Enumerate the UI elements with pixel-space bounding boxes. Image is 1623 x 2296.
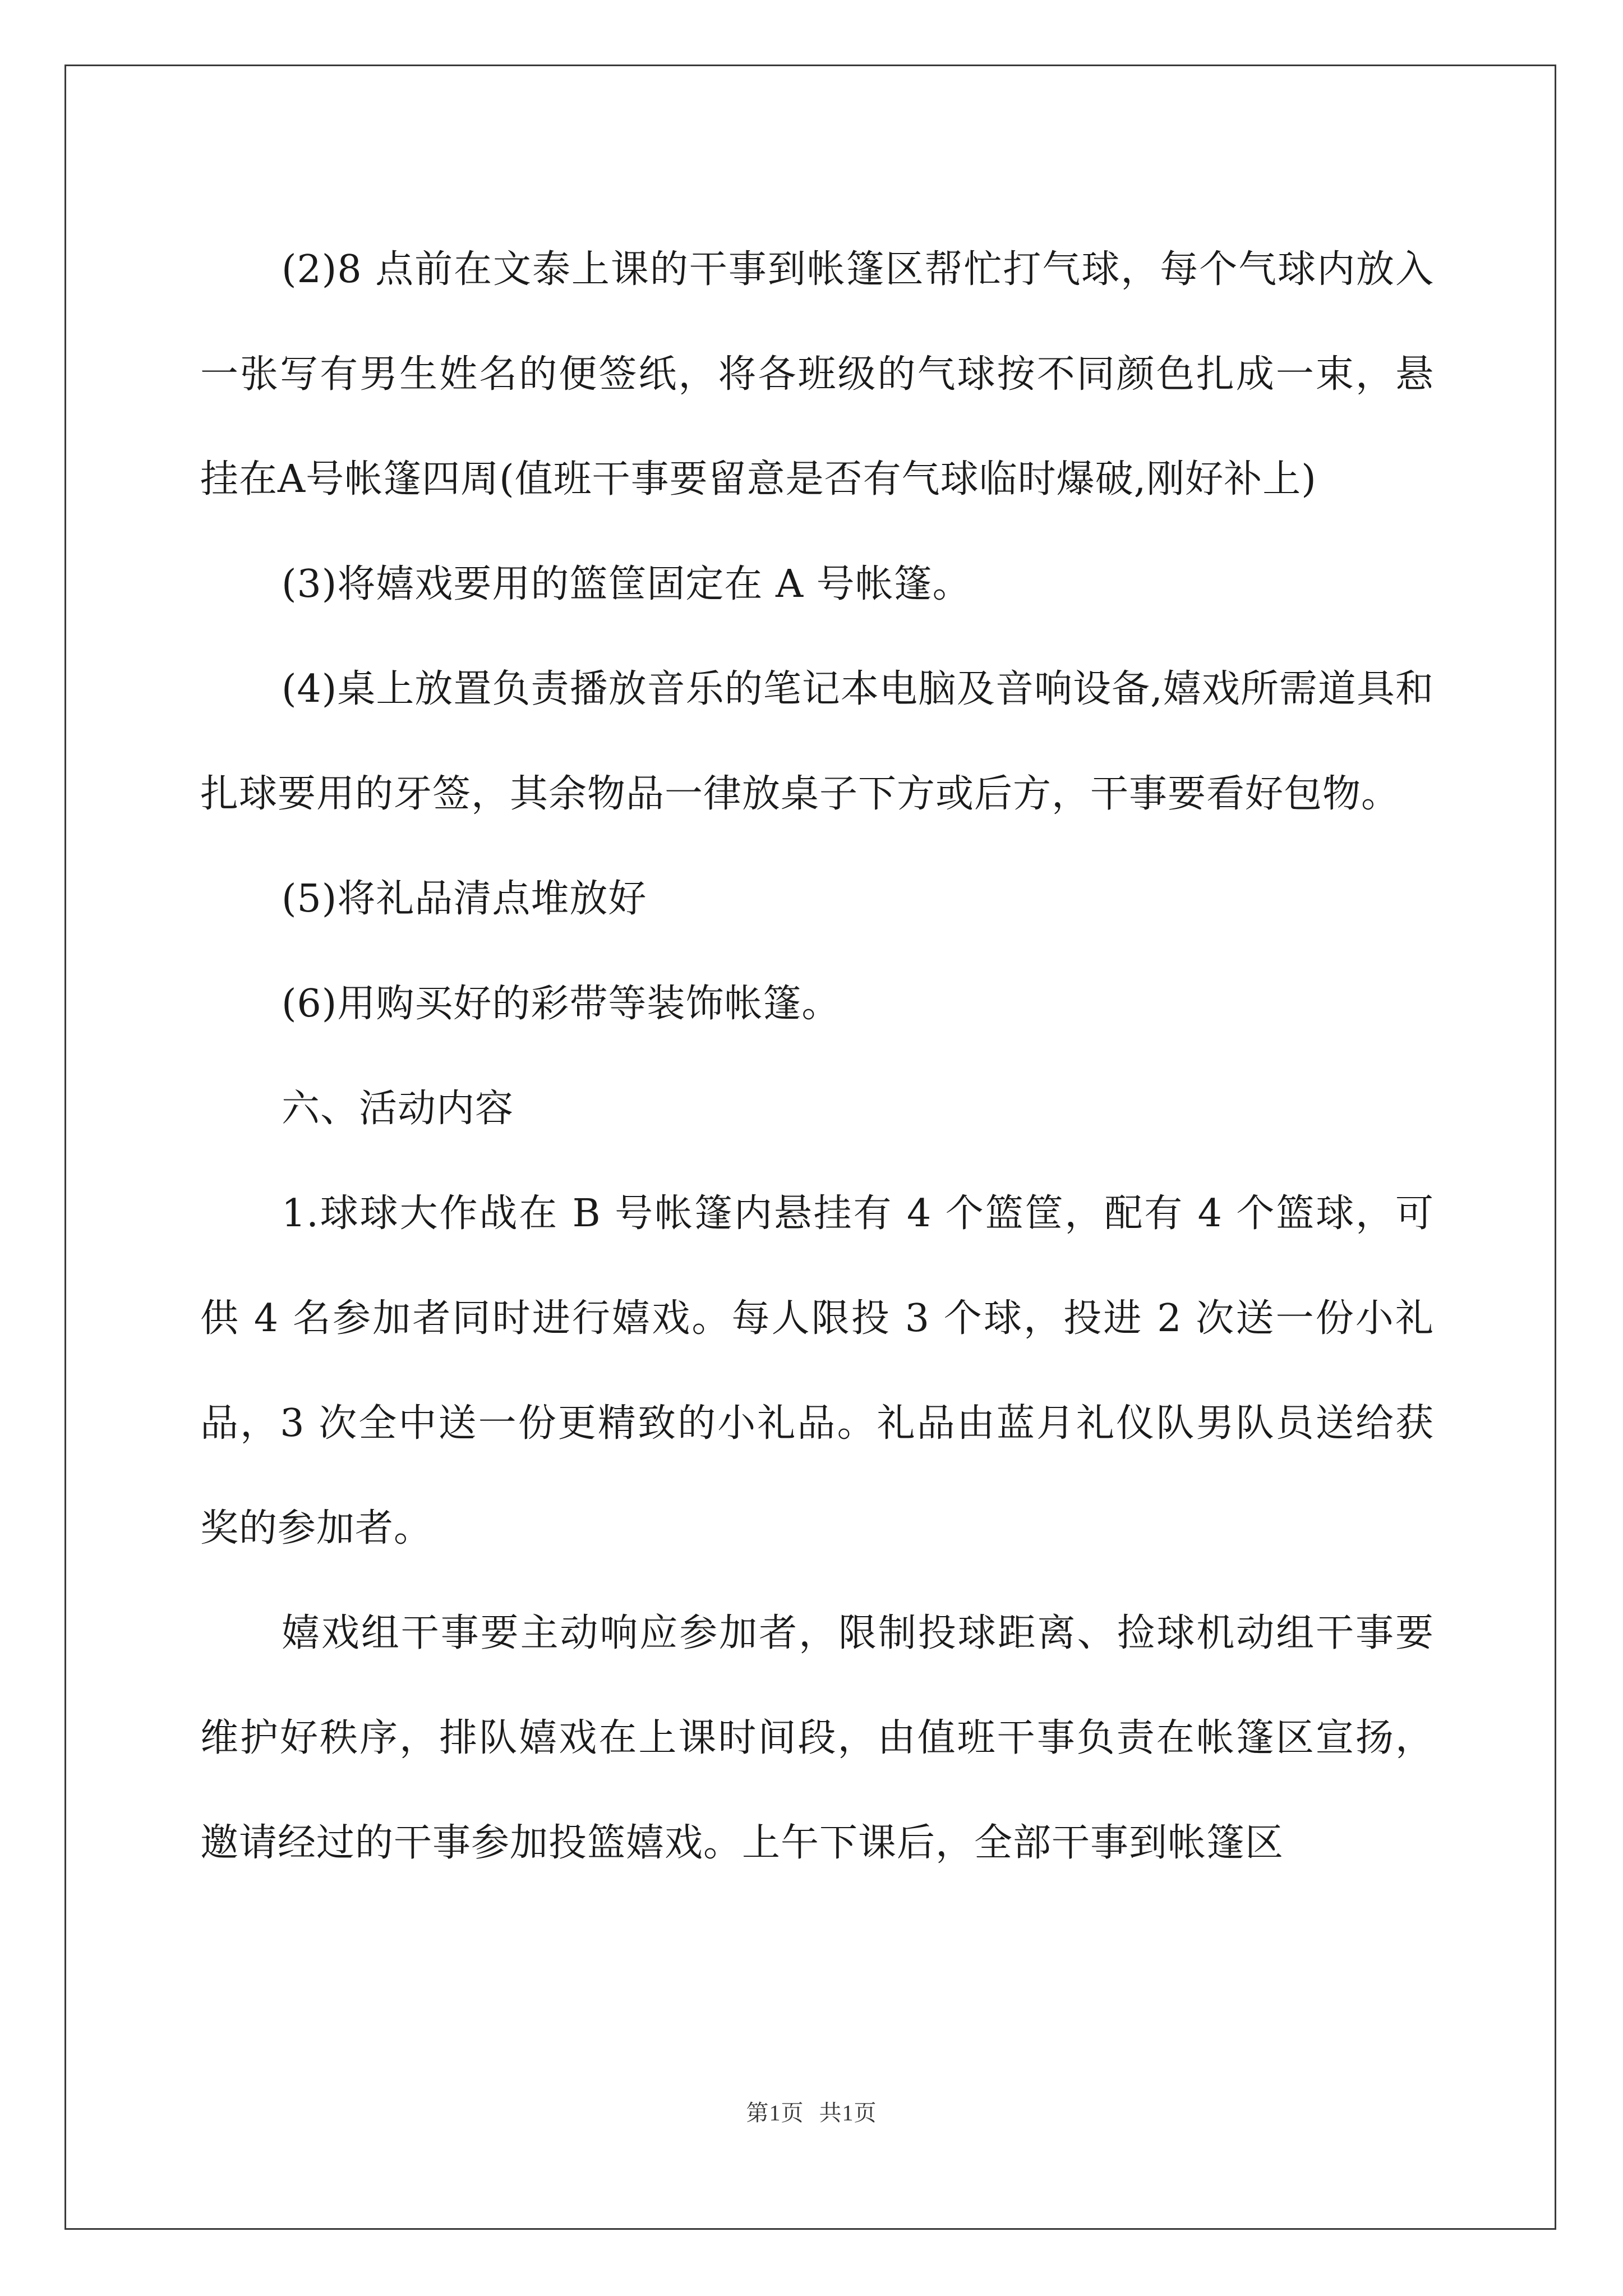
paragraph-preparation-2: (2)8 点前在文泰上课的干事到帐篷区帮忙打气球，每个气球内放入一张写有男生姓名的便签纸，将各班级的气球按不同颜色扎成一束，悬挂在A号帐篷四周(值班干事要留意是否有气球临时爆破,刚好补上) [200, 247, 1434, 501]
page-total: 共1页 [819, 2100, 877, 2125]
document-body [200, 217, 1434, 1895]
paragraph-preparation-6: (6)用购买好的彩带等装饰帐篷。 [282, 982, 841, 1026]
paragraph-activity-1: 1.球球大作战在 B 号帐篷内悬挂有 4 个篮筐，配有 4 个篮球，可供 4 名参加者同时进行嬉戏。每人限投 3 个球，投进 2 次送一份小礼品，3 次全中送一份更精致的小礼品。礼品由蓝月礼仪队男队员送给获奖的参加者。 [200, 1191, 1434, 1550]
paragraph-preparation-5: (5)将礼品清点堆放好 [282, 877, 647, 921]
paragraph-preparation-4: (4)桌上放置负责播放音乐的笔记本电脑及音响设备,嬉戏所需道具和扎球要用的牙签，其余物品一律放桌子下方或后方，干事要看好包物。 [200, 667, 1434, 816]
page-footer [0, 2095, 1623, 2127]
paragraph-game-group: 嬉戏组干事要主动响应参加者，限制投球距离、捡球机动组干事要维护好秩序，排队嬉戏在上课时间段，由值班干事负责在帐篷区宣扬，邀请经过的干事参加投篮嬉戏。上午下课后，全部干事到帐篷区 [200, 1611, 1434, 1865]
page-number: 第1页 [746, 2100, 804, 2125]
section-heading-activity-content: 六、活动内容 [282, 1087, 514, 1131]
paragraph-preparation-3: (3)将嬉戏要用的篮筐固定在 A 号帐篷。 [282, 562, 971, 606]
